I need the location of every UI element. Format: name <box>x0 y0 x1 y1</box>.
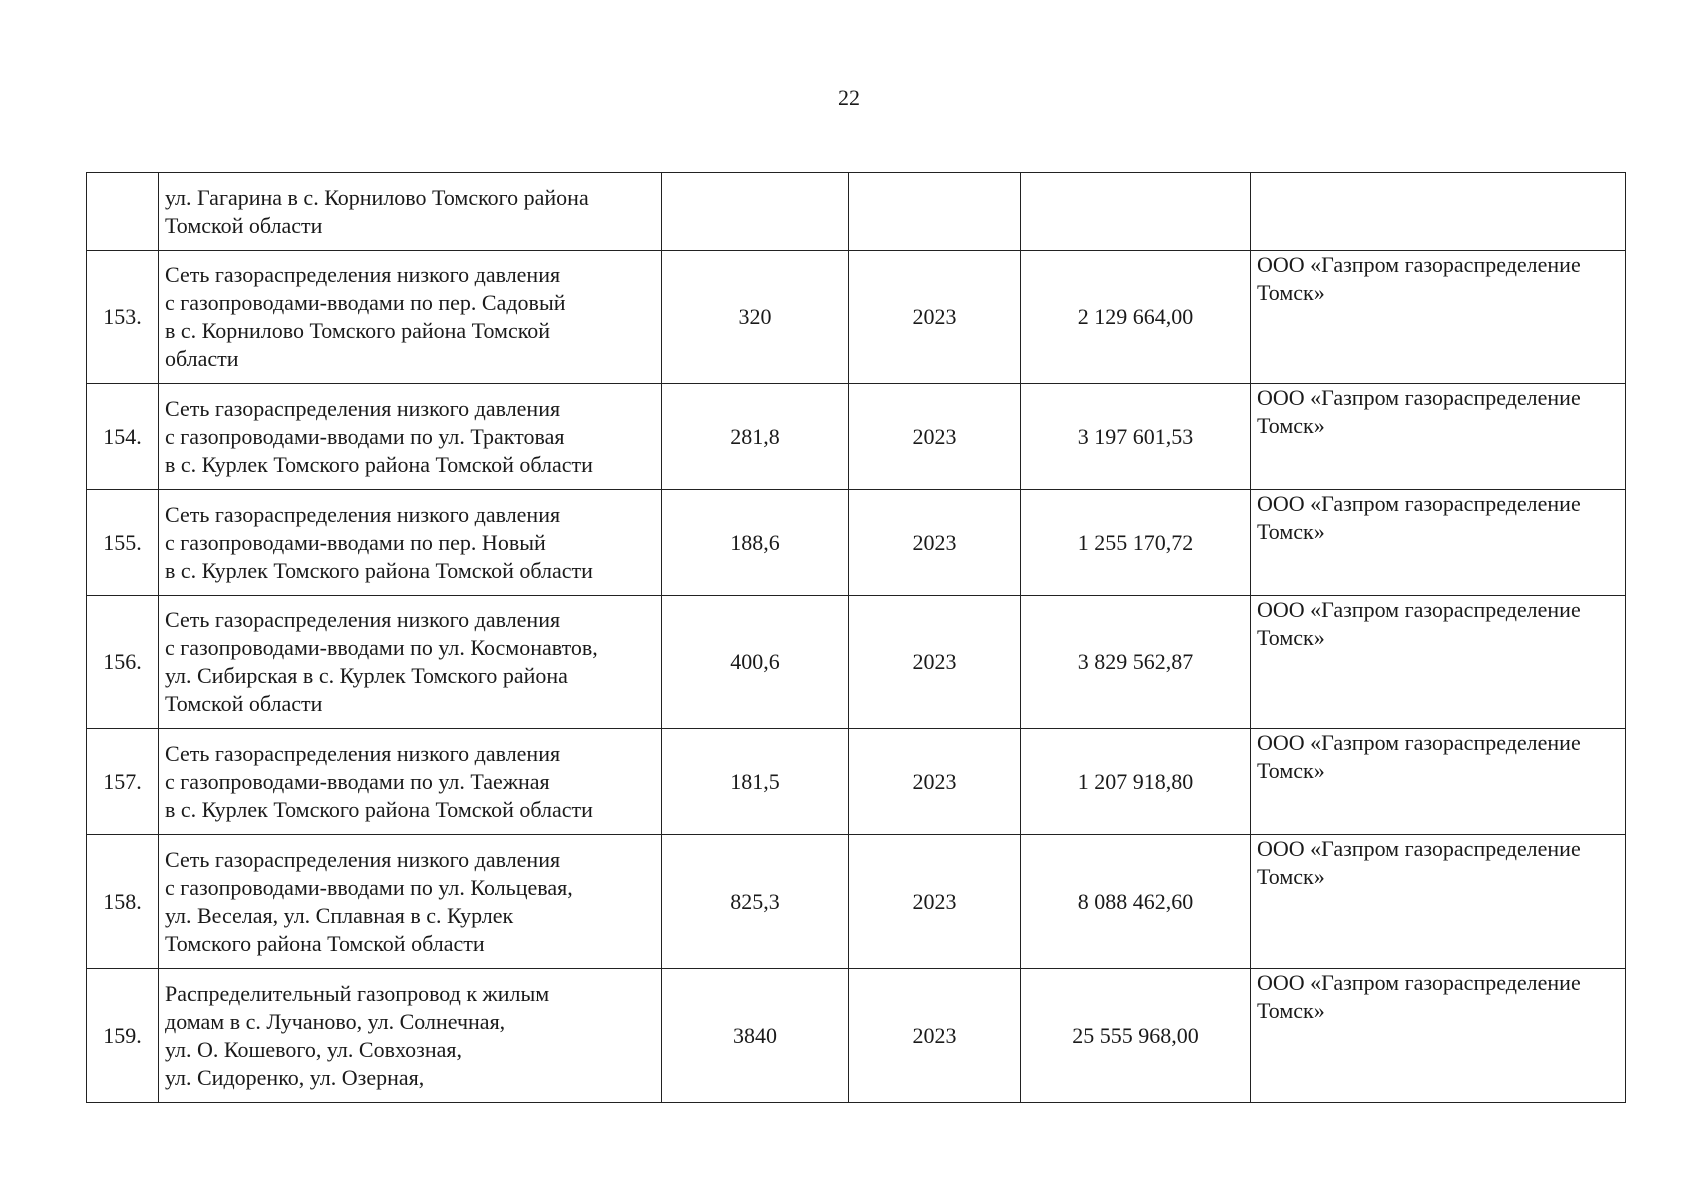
organization-line: Томск» <box>1257 280 1325 305</box>
row-number <box>87 173 159 251</box>
length-cell: 825,3 <box>662 835 849 969</box>
year-cell: 2023 <box>849 490 1021 596</box>
cost-cell: 2 129 664,00 <box>1021 251 1251 384</box>
object-name-line: Сеть газораспределения низкого давления <box>165 607 561 632</box>
object-name-line: Томского района Томской области <box>165 930 485 956</box>
organization-line: Томск» <box>1257 864 1325 889</box>
table-row <box>87 969 1626 1103</box>
table-row <box>87 251 1626 384</box>
row-number: 156. <box>87 596 159 729</box>
organization-cell <box>1251 384 1626 490</box>
row-number: 153. <box>87 251 159 384</box>
cost-cell: 8 088 462,60 <box>1021 835 1251 969</box>
row-number: 157. <box>87 729 159 835</box>
object-name-line: домам в с. Лучаново, ул. Солнечная, <box>165 1008 506 1034</box>
object-name <box>159 729 662 835</box>
organization-line: Томск» <box>1257 413 1325 438</box>
organization-cell <box>1251 490 1626 596</box>
object-name-line: в с. Курлек Томского района Томской области <box>165 796 593 822</box>
page-number: 22 <box>838 85 860 110</box>
cost-cell: 3 829 562,87 <box>1021 596 1251 729</box>
year-cell: 2023 <box>849 384 1021 490</box>
object-name-line: с газопроводами-вводами по пер. Садовый <box>165 290 566 315</box>
organization-line: ООО «Газпром газораспределение <box>1257 970 1581 995</box>
row-number: 159. <box>87 969 159 1103</box>
cost-cell: 25 555 968,00 <box>1021 969 1251 1103</box>
object-name-line: Сеть газораспределения низкого давления <box>165 395 561 421</box>
table-row <box>87 490 1626 596</box>
year-cell: 2023 <box>849 596 1021 729</box>
object-name <box>159 251 662 384</box>
object-name-line: с газопроводами-вводами по ул. Космонавтов, <box>165 635 598 660</box>
organization-cell <box>1251 729 1626 835</box>
organization-cell <box>1251 596 1626 729</box>
organization-line: Томск» <box>1257 625 1325 650</box>
object-name-line: в с. Корнилово Томского района Томской <box>165 318 551 343</box>
table-row <box>87 729 1626 835</box>
object-name-line: Сеть газораспределения низкого давления <box>165 846 561 872</box>
object-name-line: с газопроводами-вводами по ул. Таежная <box>165 768 550 794</box>
object-name <box>159 490 662 596</box>
object-name-line: ул. Гагарина в с. Корнилово Томского района <box>165 184 589 210</box>
year-cell: 2023 <box>849 969 1021 1103</box>
object-name-line: с газопроводами-вводами по ул. Кольцевая, <box>165 874 573 900</box>
year-cell: 2023 <box>849 251 1021 384</box>
organization-line: ООО «Газпром газораспределение <box>1257 385 1581 410</box>
table-row <box>87 384 1626 490</box>
cost-cell: 1 207 918,80 <box>1021 729 1251 835</box>
cost-cell <box>1021 173 1251 251</box>
object-name-line: с газопроводами-вводами по ул. Трактовая <box>165 423 565 449</box>
object-name <box>159 596 662 729</box>
row-number: 158. <box>87 835 159 969</box>
length-cell <box>662 173 849 251</box>
object-name-line: в с. Курлек Томского района Томской области <box>165 557 593 583</box>
year-cell: 2023 <box>849 835 1021 969</box>
year-cell <box>849 173 1021 251</box>
organization-line: Томск» <box>1257 758 1325 783</box>
organization-line: Томск» <box>1257 998 1325 1023</box>
organization-line: ООО «Газпром газораспределение <box>1257 252 1581 277</box>
object-name-line: ул. Веселая, ул. Сплавная в с. Курлек <box>165 902 514 928</box>
length-cell: 188,6 <box>662 490 849 596</box>
organization-line: ООО «Газпром газораспределение <box>1257 730 1581 755</box>
organization-line: ООО «Газпром газораспределение <box>1257 491 1581 516</box>
organization-line: Томск» <box>1257 519 1325 544</box>
object-name <box>159 384 662 490</box>
length-cell: 3840 <box>662 969 849 1103</box>
object-name-line: ул. Сидоренко, ул. Озерная, <box>165 1064 425 1090</box>
object-name-line: ул. О. Кошевого, ул. Совхозная, <box>165 1036 462 1062</box>
organization-line: ООО «Газпром газораспределение <box>1257 836 1581 861</box>
cost-cell: 3 197 601,53 <box>1021 384 1251 490</box>
object-name <box>159 969 662 1103</box>
object-name-line: Распределительный газопровод к жилым <box>165 980 550 1006</box>
length-cell: 181,5 <box>662 729 849 835</box>
object-name-line: ул. Сибирская в с. Курлек Томского района <box>165 663 568 688</box>
object-name-line: Томской области <box>165 691 323 716</box>
length-cell: 400,6 <box>662 596 849 729</box>
object-name <box>159 835 662 969</box>
year-cell: 2023 <box>849 729 1021 835</box>
organization-cell <box>1251 969 1626 1103</box>
object-name-line: области <box>165 346 239 371</box>
object-name-line: Сеть газораспределения низкого давления <box>165 262 561 287</box>
cost-cell: 1 255 170,72 <box>1021 490 1251 596</box>
row-number: 155. <box>87 490 159 596</box>
table-row <box>87 596 1626 729</box>
object-name-line: Томской области <box>165 212 323 238</box>
row-number: 154. <box>87 384 159 490</box>
object-name-line: с газопроводами-вводами по пер. Новый <box>165 529 546 555</box>
length-cell: 320 <box>662 251 849 384</box>
organization-cell <box>1251 173 1626 251</box>
object-name-line: Сеть газораспределения низкого давления <box>165 501 561 527</box>
table-row <box>87 835 1626 969</box>
organization-cell <box>1251 251 1626 384</box>
object-name-line: в с. Курлек Томского района Томской области <box>165 451 593 477</box>
projects-table <box>86 172 1626 1103</box>
organization-line: ООО «Газпром газораспределение <box>1257 597 1581 622</box>
object-name-line: Сеть газораспределения низкого давления <box>165 740 561 766</box>
object-name <box>159 173 662 251</box>
length-cell: 281,8 <box>662 384 849 490</box>
table-row <box>87 173 1626 251</box>
organization-cell <box>1251 835 1626 969</box>
